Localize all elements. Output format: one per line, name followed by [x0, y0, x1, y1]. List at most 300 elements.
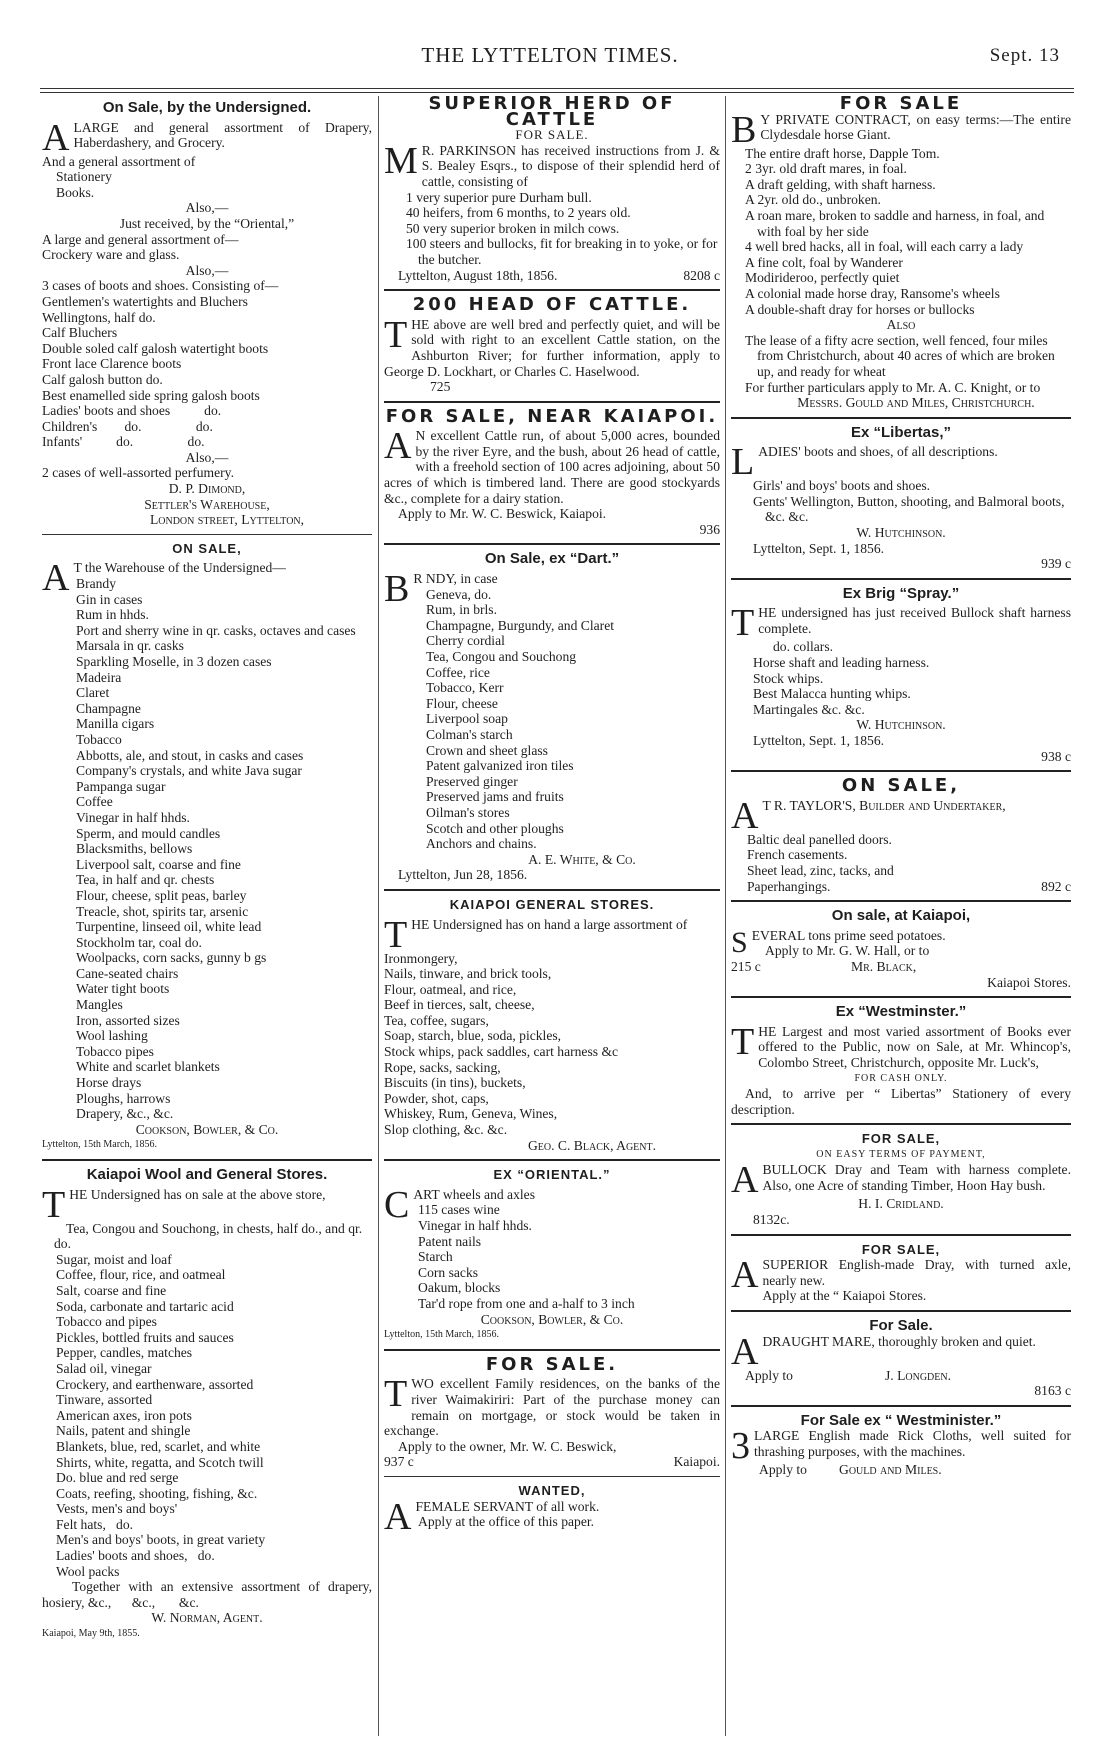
list-item: Vinegar in half hhds.	[418, 1218, 532, 1233]
ad-heading: FOR SALE, NEAR KAIAPOI.	[385, 405, 719, 427]
item-list	[731, 146, 1071, 318]
list-item: Manilla cigars	[76, 716, 155, 732]
newspaper-title: THE LYTTELTON TIMES.	[421, 43, 679, 67]
also-label: Also,—	[185, 449, 229, 465]
list-item: 115 cases wine	[418, 1202, 500, 1218]
item-list	[731, 478, 1071, 525]
list-item: Powder, shot, caps,	[384, 1090, 489, 1106]
ad-apply: Apply to Mr. G. W. Hall, or to	[765, 943, 930, 959]
ad-intro: TWO excellent Family residences, on the banks of the river Waimakiriri: Part of the purchase money can remain on mortgage, or stock would be taken in exchange.	[384, 1373, 720, 1439]
list-item: Do. blue and red serge	[56, 1470, 179, 1486]
list-item: A 2yr. old do., unbroken.	[745, 192, 881, 208]
ad-signer-line: Kaiapoi Stores.	[987, 974, 1071, 990]
ad-separator	[384, 1159, 720, 1161]
list-item: Tar'd rope from one and a-half to 3 inch	[418, 1295, 635, 1311]
ad-ref: 937 c	[384, 1454, 414, 1470]
list-item: Tobacco, Kerr	[426, 680, 504, 696]
list-item: Wellingtons, half do.	[42, 309, 156, 325]
list-item: A double-shaft dray for horses or bullocks	[745, 301, 975, 317]
ad-text: Just received, by the “Oriental,”	[119, 215, 295, 231]
item-list	[731, 639, 1071, 717]
ad-intro: SEVERAL tons prime seed potatoes.	[731, 925, 946, 959]
list-item: Tobacco pipes	[76, 1043, 154, 1059]
ad-apply: For further particulars apply to Mr. A. C. Knight, or to	[745, 379, 1041, 395]
ad-date: Lyttelton, 15th March, 1856.	[42, 1139, 157, 1151]
list-item: Company's crystals, and white Java sugar	[76, 763, 302, 779]
ad-intro: CART wheels and axles	[384, 1183, 535, 1226]
list-item: Paperhangings.	[747, 878, 831, 894]
ad-separator	[384, 289, 720, 291]
ad-separator	[731, 417, 1071, 419]
ad-heading: EX “ORIENTAL.”	[493, 1167, 611, 1183]
ad-separator	[731, 1234, 1071, 1236]
list-item: Flour, cheese, split peas, barley	[76, 887, 247, 903]
ad-heading: ON SALE,	[172, 540, 242, 556]
list-item: Oilman's stores	[426, 804, 510, 820]
ad-heading: On sale, at Kaiapoi,	[831, 907, 971, 925]
ad-closing: Together with an extensive assortment of drapery, hosiery, &c., &c., &c.	[42, 1579, 376, 1610]
list-item: A fine colt, foal by Wanderer	[745, 254, 903, 270]
ad-signer: W. Norman, Agent.	[151, 1610, 263, 1626]
ad-heading: WANTED,	[518, 1482, 586, 1498]
list-item: A roan mare, broken to saddle and harness, in foal, and with foal by her side	[745, 207, 1045, 239]
ad-apply: Apply to Mr. W. C. Beswick, Kaiapoi.	[398, 506, 607, 522]
ad-200-head-cattle	[384, 294, 720, 395]
list-item: Tobacco	[76, 731, 122, 747]
drop-cap: T	[731, 1020, 755, 1063]
ad-intro: AFEMALE SERVANT of all work.	[384, 1495, 600, 1538]
list-item: Crockery, and earthenware, assorted	[56, 1376, 254, 1392]
ad-intro: A T the Warehouse of the Undersigned—	[42, 557, 286, 600]
ad-ex-brig-spray	[731, 586, 1071, 764]
list-item: Salt, coarse and fine	[56, 1282, 167, 1298]
ad-heading: SUPERIOR HERD OF CATTLE	[428, 93, 676, 130]
list-item: Blacksmiths, bellows	[76, 841, 193, 857]
list-item: Infants' do. do.	[42, 434, 205, 450]
list-item: Starch	[418, 1249, 453, 1265]
item-list	[384, 951, 720, 1138]
list-item: Cane-seated chairs	[76, 965, 179, 981]
list-item: Crown and sheet glass	[426, 742, 548, 758]
ad-footer	[731, 1462, 1071, 1478]
list-item: Brandy	[76, 576, 117, 592]
list-item: Children's do. do.	[42, 418, 213, 434]
list-item: Liverpool salt, coarse and fine	[76, 856, 241, 872]
item-list	[42, 154, 372, 201]
list-item: Rum in hhds.	[76, 607, 149, 623]
ad-ref: 8132c.	[753, 1212, 790, 1228]
ad-signer: W. Hutchinson.	[856, 717, 946, 733]
list-item: Drapery, &c., &c.	[76, 1106, 174, 1122]
drop-cap: S	[731, 925, 748, 959]
list-item: Tea, Congou and Souchong, in chests, half do., and qr. do.	[54, 1220, 363, 1252]
ad-apply: Apply at the “ Kaiapoi Stores.	[762, 1288, 927, 1304]
drop-cap: A	[731, 794, 759, 837]
ad-ref: 725	[430, 379, 451, 395]
list-item: Martingales &c. &c.	[753, 701, 865, 717]
list-item: Double soled calf galosh watertight boots	[42, 340, 269, 356]
list-item: Water tight boots	[76, 981, 170, 997]
list-item: Scotch and other ploughs	[426, 820, 564, 836]
ad-ex-libertas	[731, 425, 1071, 572]
list-item: Tinware, assorted	[56, 1392, 153, 1408]
list-item: Port and sherry wine in qr. casks, octaves and cases	[76, 622, 356, 638]
list-item: Gin in cases	[76, 591, 143, 607]
list-item: Horse shaft and leading harness.	[753, 655, 930, 671]
ad-date: Lyttelton, Sept. 1, 1856.	[753, 733, 885, 748]
list-item: 50 very superior broken in milch cows.	[406, 220, 620, 236]
ad-date: Lyttelton, Sept. 1, 1856.	[753, 540, 885, 556]
ad-ref: 938 c	[1041, 748, 1071, 764]
list-item: 2 3yr. old draft mares, in foal.	[745, 161, 907, 177]
ad-signer: Mr. Black,	[851, 958, 917, 974]
ad-intro: B R NDY, in case	[384, 568, 498, 611]
ad-apply: Apply to	[745, 1367, 793, 1383]
list-item: French casements.	[747, 847, 848, 863]
ad-separator	[42, 1159, 372, 1161]
list-item: Marsala in qr. casks	[76, 638, 184, 654]
ad-separator	[731, 1123, 1071, 1125]
list-item: Pickles, bottled fruits and sauces	[56, 1329, 234, 1345]
ad-ex-westminster-books	[731, 1004, 1071, 1117]
drop-cap: B	[731, 108, 757, 151]
list-item: do. collars.	[773, 639, 834, 655]
ad-intro: ADRAUGHT MARE, thoroughly broken and quiet.	[731, 1330, 1036, 1373]
ad-signer: Gould and Miles.	[839, 1462, 942, 1478]
list-item: Oakum, blocks	[418, 1280, 501, 1296]
list-item: Nails, patent and shingle	[56, 1423, 191, 1439]
list-item: Flour, cheese	[426, 695, 498, 711]
drop-cap: C	[384, 1183, 410, 1226]
column-2	[384, 93, 720, 1538]
masthead	[30, 43, 1070, 82]
list-item: Felt hats, do.	[56, 1516, 134, 1532]
item-list	[42, 1221, 372, 1580]
list-item: Flour, oatmeal, and rice,	[384, 981, 517, 997]
ad-intro: M R. PARKINSON has received instructions from J. & S. Bealey Esqrs., to dispose of their splendid herd of cattle, consisting of	[384, 139, 720, 189]
ad-intro: ALARGE and general assortment of Drapery, Haberdashery, and Grocery.	[42, 116, 372, 159]
ad-separator	[384, 1476, 720, 1477]
list-item: Pepper, candles, matches	[56, 1345, 193, 1361]
list-item: Gents' Wellington, Button, shooting, and Balmoral boots, &c. &c.	[753, 493, 1065, 525]
ad-ref: 215 c	[731, 958, 761, 974]
list-item: 100 steers and bullocks, fit for breaking in to yoke, or for the butcher.	[406, 236, 718, 267]
also-label: Also,—	[185, 200, 229, 216]
ad-heading: ON SALE,	[841, 775, 961, 797]
ad-ex-oriental	[384, 1167, 720, 1343]
list-item: Claret	[76, 685, 110, 701]
list-item: A draft gelding, with shaft harness.	[745, 176, 936, 192]
list-item: Corn sacks	[418, 1264, 479, 1280]
list-item: Slop clothing, &c. &c.	[384, 1122, 508, 1138]
ad-bullock-dray	[731, 1131, 1071, 1227]
ad-text: 2 cases of well-assorted perfumery.	[42, 465, 234, 481]
also-label: Also	[886, 317, 916, 333]
ad-footer	[384, 1454, 720, 1470]
ad-separator	[731, 1405, 1071, 1407]
ad-separator	[384, 401, 720, 403]
ad-heading: On Sale, ex “Dart.”	[484, 550, 620, 568]
list-item: Rum, in brls.	[426, 602, 497, 618]
list-item: Madeira	[76, 669, 122, 685]
drop-cap: A	[42, 557, 70, 600]
column-divider	[725, 96, 726, 1736]
list-item: Liverpool soap	[426, 711, 508, 727]
ad-apply: Apply at the office of this paper.	[418, 1514, 595, 1530]
list-item: Preserved jams and fruits	[426, 789, 564, 805]
ad-on-sale-dimond	[42, 100, 372, 528]
ad-signer: W. Hutchinson.	[856, 525, 946, 541]
list-item: 3 cases of boots and shoes. Consisting of—	[42, 278, 279, 294]
ad-signer: Cookson, Bowler, & Co.	[480, 1311, 624, 1327]
list-item: Pampanga sugar	[76, 778, 166, 794]
column-3	[731, 93, 1071, 1484]
drop-cap: T	[384, 913, 408, 956]
ad-separator	[42, 534, 372, 535]
ad-intro: THE Largest and most varied assortment of Books ever offered to the Public, now on Sale, at Mr. Whincop's, Colombo Street, Christchurch, opposite Mr. Luck's,	[731, 1020, 1071, 1070]
ad-text: A large and general assortment of—	[42, 231, 239, 247]
ad-intro: A N excellent Cattle run, of about 5,000 acres, bounded by the river Eyre, and the bush, about 26 head of cattle, with a freehold section of 100 acres adjoining, about 50 acres of which is timbered land. There are good stockyards &c., complete for a dairy station.	[384, 425, 720, 506]
list-item: Stockholm tar, coal do.	[76, 934, 202, 950]
list-item: Preserved ginger	[426, 773, 518, 789]
list-item: Ploughs, harrows	[76, 1090, 171, 1106]
ad-near-kaiapoi	[384, 405, 720, 538]
list-item: Stock whips, pack saddles, cart harness &c	[384, 1044, 619, 1060]
ad-intro: THE above are well bred and perfectly quiet, and will be sold with right to an excellent Cattle station, on the Ashburton River; for further information, apply to George D. Lockhart, or Charles C. Haselwood.	[384, 313, 720, 379]
drop-cap: A	[731, 1254, 759, 1297]
list-item: Shirts, white, regatta, and Scotch twill	[56, 1454, 264, 1470]
ad-date: Lyttelton, August 18th, 1856.	[398, 267, 558, 283]
list-item: Geneva, do.	[426, 586, 492, 602]
ad-on-sale-cookson	[42, 541, 372, 1153]
ad-heading: On Sale, by the Undersigned.	[102, 99, 312, 116]
list-item: Ladies' boots and shoes, do.	[56, 1548, 215, 1564]
list-item: Sperm, and mould candles	[76, 825, 221, 841]
ad-text: Crockery ware and glass.	[42, 247, 180, 263]
ad-heading: Kaiapoi Wool and General Stores.	[86, 1166, 328, 1183]
ad-private-contract	[731, 93, 1071, 411]
ad-heading: For Sale.	[869, 1317, 933, 1335]
list-item: Sparkling Moselle, in 3 dozen cases	[76, 654, 272, 669]
ad-ex-dart	[384, 551, 720, 882]
ad-intro: 3 LARGE English made Rick Cloths, well suited for thrashing purposes, with the machines.	[731, 1425, 1071, 1468]
ad-intro: LADIES' boots and shoes, of all descriptions.	[731, 441, 998, 484]
ad-signer: J. Longden.	[885, 1367, 952, 1383]
ad-heading: FOR SALE.	[485, 1353, 619, 1375]
list-item: Calf Bluchers	[42, 325, 118, 341]
ad-separator	[731, 996, 1071, 998]
ad-separator	[384, 543, 720, 545]
list-item: And a general assortment of	[42, 153, 196, 169]
ad-intro: THE Undersigned has on hand a large assortment of	[384, 913, 688, 956]
ad-heading: Ex “Libertas,”	[850, 423, 952, 441]
list-item: Best Malacca hunting whips.	[753, 686, 911, 702]
list-item: Front lace Clarence boots	[42, 356, 182, 372]
ad-intro: ASUPERIOR English-made Dray, with turned axle, nearly new.	[731, 1254, 1071, 1297]
list-item: Rope, sacks, sacking,	[384, 1059, 501, 1075]
list-item: Modirideroo, perfectly quiet	[745, 270, 900, 286]
ad-signer: D. P. Dimond,	[168, 481, 246, 497]
ad-signer: A. E. White, & Co.	[528, 851, 636, 867]
ad-apply: Apply to	[759, 1462, 807, 1478]
list-item: Salad oil, vinegar	[56, 1360, 152, 1376]
ad-separator	[731, 1310, 1071, 1312]
list-item: Iron, assorted sizes	[76, 1012, 180, 1028]
list-item: Baltic deal panelled doors.	[747, 831, 892, 847]
list-item: Soda, carbonate and tartaric acid	[56, 1298, 234, 1314]
ad-note: FOR CASH ONLY.	[854, 1072, 948, 1084]
ad-separator	[384, 1349, 720, 1351]
drop-cap: T	[731, 602, 755, 645]
list-item: Ladies' boots and shoes do.	[42, 403, 222, 419]
ad-signer: Cookson, Bowler, & Co.	[135, 1121, 279, 1137]
ad-heading: FOR SALE,	[861, 1241, 941, 1257]
list-item: Wool lashing	[76, 1028, 148, 1044]
ad-rick-cloths	[731, 1413, 1071, 1478]
issue-date: Sept. 13	[989, 45, 1060, 66]
list-item: Patent galvanized iron tiles	[426, 758, 574, 774]
ad-signer: Messrs. Gould and Miles, Christchurch.	[797, 395, 1035, 411]
list-item: Sheet lead, zinc, tacks, and	[747, 862, 894, 878]
drop-cap: A	[731, 1330, 759, 1373]
ad-family-residences	[384, 1353, 720, 1470]
ad-ref: 8163 c	[1034, 1383, 1071, 1399]
ad-kaiapoi-potatoes	[731, 908, 1071, 990]
list-item: American axes, iron pots	[56, 1407, 192, 1423]
list-item: Ironmongery,	[384, 950, 458, 966]
ad-heading: FOR SALE,	[861, 1131, 941, 1147]
list-item: Colman's starch	[426, 726, 513, 742]
item-list	[731, 832, 1071, 879]
list-item: Vests, men's and boys'	[56, 1501, 178, 1517]
ad-heading: Ex Brig “Spray.”	[842, 584, 960, 602]
list-item: Vinegar in half hhds.	[76, 809, 190, 825]
ad-signer: Geo. C. Black, Agent.	[527, 1137, 657, 1153]
drop-cap: M	[384, 139, 418, 182]
ad-draught-mare	[731, 1318, 1071, 1399]
item-list	[384, 190, 720, 268]
list-item: Anchors and chains.	[426, 836, 537, 852]
drop-cap: T	[384, 1373, 408, 1416]
ad-signer-line: Settler's Warehouse,	[144, 496, 270, 512]
drop-cap: B	[384, 568, 410, 611]
ad-intro: A T R. TAYLOR'S, Builder and Undertaker,	[731, 794, 1006, 837]
drop-cap: L	[731, 441, 755, 484]
ad-kaiapoi-general-stores	[384, 897, 720, 1153]
list-item: Nails, tinware, and brick tools,	[384, 966, 552, 982]
list-item: Coffee, flour, rice, and oatmeal	[56, 1267, 226, 1283]
list-item: Best enamelled side spring galosh boots	[42, 387, 260, 403]
ad-footer	[731, 879, 1071, 895]
list-item: Treacle, shot, spirits tar, arsenic	[76, 903, 249, 919]
ad-date: Lyttelton, Jun 28, 1856.	[398, 867, 528, 883]
list-item: Cherry cordial	[426, 633, 505, 649]
ad-footer	[731, 1368, 1071, 1384]
masthead-rule	[40, 88, 1074, 89]
ad-date: Lyttelton, 15th March, 1856.	[384, 1329, 499, 1341]
ad-ref: 892 c	[1041, 878, 1071, 894]
item-list	[384, 587, 720, 852]
drop-cap: T	[42, 1183, 66, 1226]
list-item: Stock whips.	[753, 670, 824, 686]
list-item: Turpentine, linseed oil, white lead	[76, 919, 262, 935]
list-item: White and scarlet blankets	[76, 1059, 220, 1075]
ad-text: The lease of a fifty acre section, well fenced, four miles from Christchurch, about 40 acres of which are broken up, and ready for wheat	[745, 332, 1055, 379]
ad-ref: 939 c	[1041, 556, 1071, 572]
ad-intro: THE Undersigned has on sale at the above store,	[42, 1183, 326, 1226]
list-item: Sugar, moist and loaf	[56, 1251, 172, 1267]
list-item: Whiskey, Rum, Geneva, Wines,	[384, 1106, 558, 1122]
ad-place: Kaiapoi.	[673, 1454, 720, 1470]
ad-intro: ABULLOCK Dray and Team with harness complete. Also, one Acre of standing Timber, Hoon Hay bush.	[731, 1159, 1071, 1202]
list-item: Tobacco and pipes	[56, 1314, 157, 1330]
item-list	[42, 576, 372, 1122]
list-item: Mangles	[76, 997, 123, 1013]
drop-cap: T	[384, 313, 408, 356]
list-item: Stationery	[56, 169, 112, 185]
ad-signer: H. I. Cridland.	[858, 1196, 944, 1212]
ad-footer	[731, 959, 1071, 975]
ad-footer	[384, 268, 720, 284]
list-item: Calf galosh button do.	[42, 371, 163, 387]
list-item: 4 well bred hacks, all in foal, will each carry a lady	[745, 239, 1024, 255]
ad-heading: FOR SALE	[839, 93, 963, 114]
item-list	[42, 278, 372, 450]
item-list	[384, 1202, 720, 1311]
list-item: Abbotts, ale, and stout, in casks and cases	[76, 747, 304, 763]
drop-cap: 3	[731, 1425, 750, 1468]
list-item: Coffee	[76, 794, 113, 810]
list-item: Girls' and boys' boots and shoes.	[753, 478, 931, 494]
ad-english-dray	[731, 1242, 1071, 1304]
list-item: The entire draft horse, Dapple Tom.	[745, 145, 940, 161]
list-item: Champagne, Burgundy, and Claret	[426, 617, 615, 633]
ad-heading: 200 HEAD OF CATTLE.	[412, 294, 692, 316]
ad-superior-herd	[384, 93, 720, 283]
list-item: A colonial made horse dray, Ransome's wheels	[745, 285, 1000, 301]
list-item: Beef in tierces, salt, cheese,	[384, 997, 535, 1013]
list-item: 40 heifers, from 6 months, to 2 years old.	[406, 205, 631, 221]
ad-apply: Apply to the owner, Mr. W. C. Beswick,	[398, 1438, 617, 1454]
ad-separator	[731, 578, 1071, 580]
ad-kaiapoi-wool	[42, 1166, 376, 1642]
ad-separator	[384, 889, 720, 891]
ad-heading: KAIAPOI GENERAL STORES.	[449, 896, 655, 912]
list-item: Biscuits (in tins), buckets,	[384, 1075, 526, 1091]
list-item: Blankets, blue, red, scarlet, and white	[56, 1438, 261, 1454]
ad-date: Kaiapoi, May 9th, 1855.	[42, 1628, 140, 1640]
ad-subheading: ON EASY TERMS OF PAYMENT,	[816, 1148, 986, 1160]
drop-cap: A	[731, 1159, 759, 1202]
ad-wanted	[384, 1482, 720, 1538]
list-item: Patent nails	[418, 1233, 482, 1249]
ad-taylors	[731, 775, 1071, 894]
list-item: Horse drays	[76, 1075, 142, 1091]
ad-intro: B Y PRIVATE CONTRACT, on easy terms:—The entire Clydesdale horse Giant.	[731, 108, 1071, 151]
ad-intro: THE undersigned has just received Bullock shaft harness complete.	[731, 602, 1071, 645]
list-item: Coffee, rice	[426, 664, 490, 680]
list-item: Woolpacks, corn sacks, gunny b gs	[76, 950, 267, 966]
column-divider	[378, 96, 379, 1736]
list-item: Coats, reefing, shooting, fishing, &c.	[56, 1485, 258, 1501]
ad-signer-line: London street, Lyttelton,	[149, 512, 305, 528]
drop-cap: A	[384, 425, 412, 468]
ad-separator	[731, 900, 1071, 902]
also-label: Also,—	[185, 262, 229, 278]
list-item: Gentlemen's watertights and Bluchers	[42, 293, 248, 309]
ad-separator	[731, 770, 1071, 772]
list-item: Wool packs	[56, 1563, 120, 1579]
